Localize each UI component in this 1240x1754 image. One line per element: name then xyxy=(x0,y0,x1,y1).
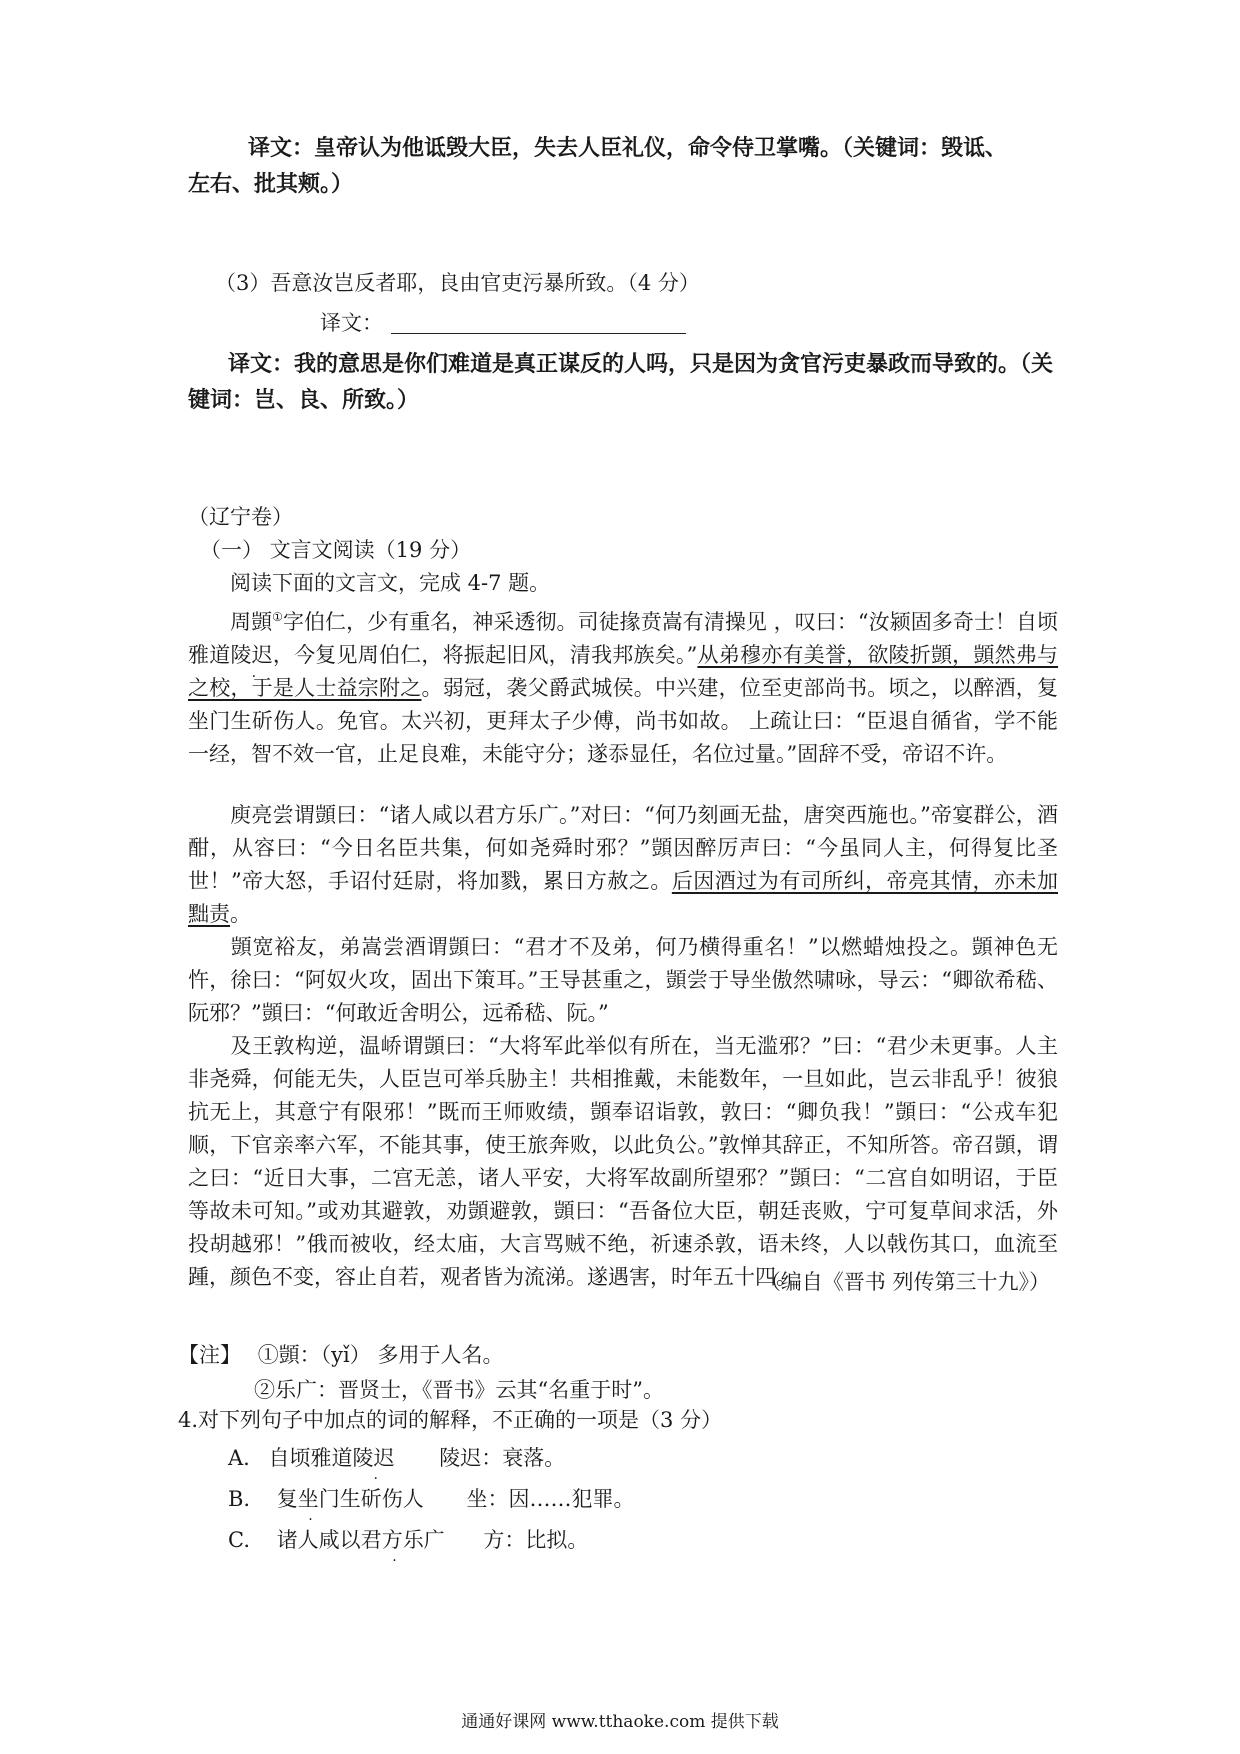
answer-2-line2: 左右、批其颊。） xyxy=(188,171,354,197)
passage-text: 周顗 xyxy=(230,610,273,634)
option-b-dotted-word: 坐 xyxy=(297,1487,319,1511)
option-b-label: B. xyxy=(228,1487,251,1511)
passage-text: ，今复见周伯仁，将振起旧风，清我邦族矣。” xyxy=(272,643,698,667)
note-1-row xyxy=(178,1340,503,1370)
page-footer: 通通好课网 www.tthaoke.com 提供下载 xyxy=(461,1712,779,1732)
answer-3-block xyxy=(188,346,1068,418)
passage-text: 字伯仁，少有重名，神采透彻。司徒掾贲嵩有清操见 ，叹曰：“汝颍固多奇士！自顷雅道 xyxy=(188,610,1058,667)
section-instruction: 阅读下面的文言文，完成 4-7 题。 xyxy=(230,571,551,595)
passage-paragraph-2 xyxy=(188,799,1058,931)
notes-label: 【注】 xyxy=(178,1343,241,1367)
answer-3-line2: 键词：岂、良、所致。） xyxy=(188,387,420,413)
passage-text: 。 xyxy=(230,902,251,926)
option-b-text: 复 xyxy=(276,1487,298,1511)
footnote-marker: ① xyxy=(272,610,283,624)
passage-text: 庾亮尝谓顗曰：“诸人咸以君方乐广。”对曰：“何乃刻画无盐，唐突西施也。”帝宴群公，酒酣，从容曰：“今日名臣共集，何如尧舜时邪？”顗因醉厉声曰：“今虽同人主，何得复比圣世！”帝大怒，手诏付廷尉，将加戮，累日方赦之。 xyxy=(188,803,1058,893)
underlined-sentence-2: 后因酒过为有司所纠，帝亮其情，亦未加黜责 xyxy=(188,869,1058,926)
passage-text: 顗宽裕友，弟嵩尝酒谓顗曰：“君才不及弟，何乃横得重名！”以燃蜡烛投之。顗神色无忤，徐曰：“阿奴火攻，固出下策耳。”王导甚重之，顗尝于导坐傲然啸咏，导云：“卿欲希嵇、阮邪？”顗曰：“何敢近舍明公，远希嵇、阮。” xyxy=(188,935,1058,1025)
underlined-sentence-1: 从弟穆亦有美誉，欲陵折顗，顗然弗与之校，于是人士益宗附之 xyxy=(188,643,1059,700)
volume-label: （辽宁卷） xyxy=(188,505,293,529)
translation-label: 译文： xyxy=(320,311,383,335)
option-a-text: 自顷雅道 xyxy=(268,1446,353,1470)
question-3: （3）吾意汝岂反者耶，良由官吏污暴所致。（4 分） xyxy=(215,271,700,295)
option-c-text: 乐广 xyxy=(402,1528,445,1552)
dotted-word: 陵迟 xyxy=(230,643,273,667)
option-c-gloss: 方：比拟。 xyxy=(483,1528,589,1552)
option-b-text: 门生斫伤人 xyxy=(318,1487,424,1511)
passage-paragraph-4 xyxy=(188,1030,1058,1294)
translation-blank[interactable] xyxy=(391,311,686,334)
option-b[interactable] xyxy=(228,1484,634,1514)
passage-paragraph-3 xyxy=(188,931,1058,1030)
option-c-text: 诸人咸以君 xyxy=(276,1528,382,1552)
section-heading: （一） 文言文阅读（19 分） xyxy=(200,538,472,562)
passage-text: 。弱冠，袭父爵武城侯。中兴建，位至吏部尚书。顷之，以醉酒，复坐门生斫伤人。免官。太兴初，更拜太子少傅，尚书如故。 上疏让曰：“臣退自循省，学不能一经，智不效一官，止足良难，未能守分；遂忝显任，名位过量。”固辞不受，帝诏不许。 xyxy=(188,676,1059,766)
option-a[interactable] xyxy=(228,1443,565,1473)
option-b-gloss: 坐：因……犯罪。 xyxy=(466,1487,635,1511)
answer-2-line1: 译文：皇帝认为他诋毁大臣，失去人臣礼仪，命令侍卫掌嘴。（关键词：毁诋、 xyxy=(248,135,1008,161)
question-4-stem: 4.对下列句子中加点的词的解释，不正确的一项是（3 分） xyxy=(178,1408,723,1432)
note-2: ②乐广：晋贤士，《晋书》云其“名重于时”。 xyxy=(254,1378,664,1402)
answer-2-block xyxy=(188,130,1068,202)
option-a-label: A. xyxy=(228,1446,250,1470)
passage-source: （编自《晋书 列传第三十九》） xyxy=(759,1270,1050,1294)
passage-paragraph-1 xyxy=(188,601,1058,771)
answer-3-line1: 译文：我的意思是你们难道是真正谋反的人吗，只是因为贪官污吏暴政而导致的。（关 xyxy=(228,351,1054,377)
option-c-dotted-word: 方 xyxy=(381,1528,403,1552)
passage-text: 及王敦构逆，温峤谓顗曰：“大将军此举似有所在，当无滥邪？”曰：“君少未更事。人主非尧舜，何能无失，人臣岂可举兵胁主！共相推戴，未能数年，一旦如此，岂云非乱乎！彼狼抗无上，其意宁有限邪！”既而王师败绩，顗奉诏诣敦，敦曰：“卿负我！”顗曰：“公戎车犯顺，下官亲率六军，不能其事，使王旅奔败，以此负公。”敦惮其辞正，不知所答。帝召顗，谓之曰：“近日大事，二宫无恙，诸人平安，大将军故副所望邪？”顗曰：“二宫自如明诏，于臣等故未可知。”或劝其避敦，劝顗避敦，顗曰：“吾备位大臣，朝廷丧败，宁可复草间求活，外投胡越邪！”俄而被收，经太庙，大言骂贼不绝，祈速杀敦，语未终，人以戟伤其口，血流至踵，颜色不变，容止自若，观者皆为流涕。遂遇害，时年五十四。 xyxy=(188,1034,1058,1289)
option-c-label: C. xyxy=(228,1528,250,1552)
option-c[interactable] xyxy=(228,1525,588,1555)
option-a-gloss: 陵迟：衰落。 xyxy=(439,1446,566,1470)
translation-blank-row xyxy=(320,308,686,338)
note-1: ①顗：（yǐ） 多用于人名。 xyxy=(257,1343,504,1367)
option-a-dotted-word: 陵迟 xyxy=(352,1446,395,1470)
